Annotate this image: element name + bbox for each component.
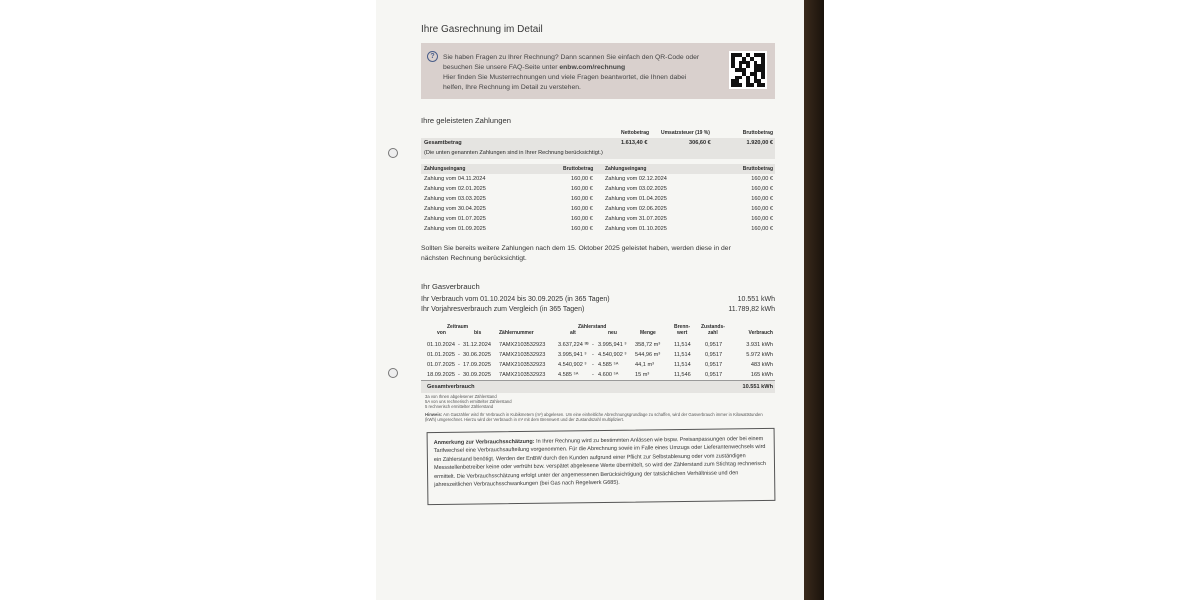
hdr-menge: Menge xyxy=(640,330,656,336)
payment-row xyxy=(421,174,775,184)
row-zustand: 0,9517 xyxy=(705,342,723,348)
payment-left-label: Zahlung vom 03.03.2025 xyxy=(424,196,486,202)
payment-row xyxy=(421,184,775,194)
row-verbrauch: 5.972 kWh xyxy=(746,352,773,358)
date-dash: - xyxy=(458,372,460,378)
hinweis-label: Hinweis: xyxy=(425,412,443,417)
hdr-zaehlernummer: Zählernummer xyxy=(499,330,534,336)
date-dash: - xyxy=(458,352,460,358)
payments-note xyxy=(421,244,761,264)
hdr-bis: bis xyxy=(474,330,482,336)
range-dash: - xyxy=(592,362,594,368)
payments-header-row xyxy=(421,164,775,174)
consumption-line-2-value: 11.789,82 kWh xyxy=(728,306,775,313)
payment-right-label: Zahlung vom 02.06.2025 xyxy=(605,206,667,212)
total-vat: 306,60 € xyxy=(689,140,711,146)
consumption-total-label: Gesamtverbrauch xyxy=(427,384,475,390)
payment-left-amount: 160,00 € xyxy=(571,216,593,222)
payment-left-label: Zahlung vom 30.04.2025 xyxy=(424,206,486,212)
hinweis xyxy=(425,412,777,422)
hdr-zustandszahl-2: zahl xyxy=(708,330,718,336)
range-dash: - xyxy=(592,352,594,358)
row-neu: 4.600 ⁵ᴬ xyxy=(598,372,619,378)
row-von: 01.07.2025 xyxy=(427,362,455,368)
col-vat-header: Umsatzsteuer (19 %) xyxy=(661,130,710,136)
consumption-total-value: 10.551 kWh xyxy=(742,384,773,390)
row-alt: 4.585 ⁵ᴬ xyxy=(558,372,579,378)
total-net: 1.613,40 € xyxy=(621,140,648,146)
payment-right-label: Zahlung vom 01.10.2025 xyxy=(605,226,667,232)
row-brennwert: 11,514 xyxy=(674,352,691,358)
row-menge: 358,72 m³ xyxy=(635,342,661,348)
hinweis-line-2: (kWh) umgerechnet. Hierzu wird der Verbrauch in m³ mit dem Brennwert und der Zustandszahl multipliziert. xyxy=(425,417,624,422)
background-left xyxy=(0,0,376,600)
hdr-zaehlerstand: Zählerstand xyxy=(578,324,607,330)
payment-row xyxy=(421,224,775,234)
payment-right-label: Zahlung vom 03.02.2025 xyxy=(605,186,667,192)
summary-sub-line xyxy=(421,148,775,158)
estimation-note-box xyxy=(427,428,776,505)
info-line-3: Hier finden Sie Musterrechnungen und viele Fragen beantwortet, die Ihnen dabei xyxy=(443,74,687,81)
row-zaehler: 7AMX2103532923 xyxy=(499,352,546,358)
payments-summary xyxy=(421,128,775,159)
faq-link[interactable]: enbw.com/rechnung xyxy=(559,64,626,71)
row-menge: 544,96 m³ xyxy=(635,352,661,358)
consumption-header-line-2 xyxy=(421,328,775,338)
date-dash: - xyxy=(458,362,460,368)
row-zaehler: 7AMX2103532923 xyxy=(499,372,546,378)
consumption-table xyxy=(421,322,775,393)
row-zaehler: 7AMX2103532923 xyxy=(499,362,546,368)
info-box xyxy=(421,43,775,99)
payment-right-label: Zahlung vom 01.04.2025 xyxy=(605,196,667,202)
payments-rows xyxy=(421,174,775,234)
footnotes xyxy=(425,394,512,409)
qr-cell xyxy=(761,83,765,87)
range-dash: - xyxy=(592,372,594,378)
payment-right-amount: 160,00 € xyxy=(751,226,773,232)
punch-hole-bottom xyxy=(388,368,398,378)
row-zaehler: 7AMX2103532923 xyxy=(499,342,546,348)
hdr-alt: alt xyxy=(570,330,576,336)
question-icon: ? xyxy=(427,51,438,62)
consumption-row xyxy=(421,360,775,370)
range-dash: - xyxy=(592,342,594,348)
row-verbrauch: 165 kWh xyxy=(750,372,773,378)
row-bis: 30.09.2025 xyxy=(463,372,491,378)
row-brennwert: 11,546 xyxy=(674,372,691,378)
payment-left-label: Zahlung vom 04.11.2024 xyxy=(424,176,486,182)
payment-right-amount: 160,00 € xyxy=(751,196,773,202)
payment-row xyxy=(421,194,775,204)
payment-left-amount: 160,00 € xyxy=(571,186,593,192)
row-zustand: 0,9517 xyxy=(705,362,723,368)
row-bis: 30.06.2025 xyxy=(463,352,491,358)
summary-total-row xyxy=(421,138,775,159)
row-brennwert: 11,514 xyxy=(674,342,691,348)
payments-table xyxy=(421,164,775,234)
consumption-row xyxy=(421,350,775,360)
payment-right-amount: 160,00 € xyxy=(751,216,773,222)
row-menge: 44,1 m³ xyxy=(635,362,654,368)
col-in-right: Zahlungseingang xyxy=(605,166,647,172)
row-bis: 31.12.2024 xyxy=(463,342,491,348)
payment-left-amount: 160,00 € xyxy=(571,206,593,212)
consumption-total-row xyxy=(421,381,775,393)
row-neu: 4.585 ⁵ᴬ xyxy=(598,362,619,368)
consumption-header-row xyxy=(421,322,775,340)
row-brennwert: 11,514 xyxy=(674,362,691,368)
summary-header-row xyxy=(421,128,775,138)
consumption-row xyxy=(421,340,775,350)
payment-left-label: Zahlung vom 01.09.2025 xyxy=(424,226,486,232)
payment-left-label: Zahlung vom 02.01.2025 xyxy=(424,186,486,192)
estimation-note-text: In Ihrer Rechnung wird zu bestimmten Anlässen wie bspw. Preisanpassungen oder bei einem Tarifwechsel eine Verbrauchsaufteilung vorgenommen. Für die Abrechnung sowie im Falle eines Umzugs oder Lieferantenwechsels wird ein Zählerstand benötigt. Werden der EnBW durch den Kunden aufgrund einer Pflicht zur Selbstablesung oder vom zuständigen Messstellenbetreiber keine oder verfrüht bzw. verspätet abgelesene Werte übermittelt, so wird der Zählerstand zum Stichtag rechnerisch ermittelt. Die Verbrauchsschätzung erfolgt unter der angemessenen Berücksichtigung der tatsächlichen Verhältnisse und den jahreszeitlichen Verbrauchsschwankungen (bei Gas nach Regelwerk G685). xyxy=(433,436,766,489)
payment-right-label: Zahlung vom 31.07.2025 xyxy=(605,216,667,222)
hdr-brennwert: Brenn- xyxy=(674,324,691,330)
background-right xyxy=(824,0,1200,600)
row-alt: 4.540,902 ³ xyxy=(558,362,587,368)
hinweis-text-1: Am Gaszähler wird Ihr Verbrauch in Kubikmetern (m³) abgelesen. Um eine einheitliche Abrechnungsgrundlage zu schaffen, wird der Gasverbrauch immer in Kilowattstunden xyxy=(443,412,763,417)
info-text xyxy=(443,53,723,93)
row-zustand: 0,9517 xyxy=(705,372,723,378)
col-gross-header: Bruttobetrag xyxy=(742,130,773,136)
consumption-summary xyxy=(421,295,775,315)
row-von: 01.10.2024 xyxy=(427,342,455,348)
consumption-line-2 xyxy=(421,305,775,315)
hdr-brennwert-2: wert xyxy=(677,330,688,336)
row-neu: 4.540,902 ³ xyxy=(598,352,627,358)
hdr-verbrauch: Verbrauch xyxy=(748,330,773,336)
payment-row xyxy=(421,214,775,224)
payment-right-amount: 160,00 € xyxy=(751,176,773,182)
estimation-note-label: Anmerkung zur Verbrauchsschätzung: xyxy=(433,438,535,447)
col-net-header: Nettobetrag xyxy=(621,130,650,136)
hdr-von: von xyxy=(437,330,446,336)
payment-right-amount: 160,00 € xyxy=(751,206,773,212)
row-zustand: 0,9517 xyxy=(705,352,723,358)
consumption-rows xyxy=(421,340,775,380)
payment-left-amount: 160,00 € xyxy=(571,196,593,202)
row-bis: 17.09.2025 xyxy=(463,362,491,368)
footnote-3: 5 rechnerisch ermittelter Zählerstand xyxy=(425,404,494,409)
consumption-line-2-label: Ihr Vorjahresverbrauch zum Vergleich (in 365 Tagen) xyxy=(421,306,585,313)
invoice-content xyxy=(421,0,777,600)
payment-left-amount: 160,00 € xyxy=(571,226,593,232)
hdr-zeitraum: Zeitraum xyxy=(447,324,469,330)
payment-right-label: Zahlung vom 02.12.2024 xyxy=(605,176,667,182)
footnote-2: 5A von uns rechnerisch ermittelter Zählerstand xyxy=(425,399,512,404)
total-label: Gesamtbetrag xyxy=(424,140,462,146)
info-line-4: helfen, Ihre Rechnung im Detail zu verstehen. xyxy=(443,84,581,91)
total-gross: 1.920,00 € xyxy=(746,140,773,146)
row-von: 01.01.2025 xyxy=(427,352,455,358)
consumption-heading: Ihr Gasverbrauch xyxy=(421,282,480,291)
info-line-1: Sie haben Fragen zu Ihrer Rechnung? Dann scannen Sie einfach den QR-Code oder xyxy=(443,54,700,61)
col-brutto-right: Bruttobetrag xyxy=(742,166,773,172)
hdr-zustandszahl: Zustands- xyxy=(701,324,725,330)
hdr-neu: neu xyxy=(608,330,617,336)
date-dash: - xyxy=(458,342,460,348)
row-von: 18.09.2025 xyxy=(427,372,455,378)
consumption-line-1 xyxy=(421,295,775,305)
payments-note-line-1: Sollten Sie bereits weitere Zahlungen nach dem 15. Oktober 2025 geleistet haben, werden diese in der xyxy=(421,245,731,252)
punch-hole-top xyxy=(388,148,398,158)
summary-total-line xyxy=(421,138,775,148)
col-brutto-left: Bruttobetrag xyxy=(563,166,594,172)
info-line-2-text: besuchen Sie unsere FAQ-Seite unter xyxy=(443,64,560,71)
total-sub: (Die unten genannten Zahlungen sind in Ihrer Rechnung berücksichtigt.) xyxy=(424,150,603,156)
wood-edge xyxy=(804,0,824,600)
payment-right-amount: 160,00 € xyxy=(751,186,773,192)
qr-code-pattern xyxy=(731,53,765,87)
consumption-line-1-label: Ihr Verbrauch vom 01.10.2024 bis 30.09.2025 (in 365 Tagen) xyxy=(421,296,610,303)
page-title: Ihre Gasrechnung im Detail xyxy=(421,24,543,35)
row-neu: 3.995,941 ³ xyxy=(598,342,627,348)
row-alt: 3.995,941 ³ xyxy=(558,352,587,358)
payment-row xyxy=(421,204,775,214)
payment-left-label: Zahlung vom 01.07.2025 xyxy=(424,216,486,222)
row-alt: 3.637,224 ³ᴮ xyxy=(558,342,589,348)
payments-note-line-2: nächsten Rechnung berücksichtigt. xyxy=(421,255,527,262)
footnote-1: 3a von Ihnen abgelesener Zählerstand xyxy=(425,394,497,399)
qr-code-icon[interactable] xyxy=(729,51,767,89)
consumption-row xyxy=(421,370,775,380)
info-line-2 xyxy=(443,63,723,73)
row-menge: 15 m³ xyxy=(635,372,650,378)
row-verbrauch: 483 kWh xyxy=(750,362,773,368)
consumption-line-1-value: 10.551 kWh xyxy=(737,296,775,303)
row-verbrauch: 3.931 kWh xyxy=(746,342,773,348)
payments-heading: Ihre geleisteten Zahlungen xyxy=(421,116,511,125)
payment-left-amount: 160,00 € xyxy=(571,176,593,182)
col-in-left: Zahlungseingang xyxy=(424,166,466,172)
